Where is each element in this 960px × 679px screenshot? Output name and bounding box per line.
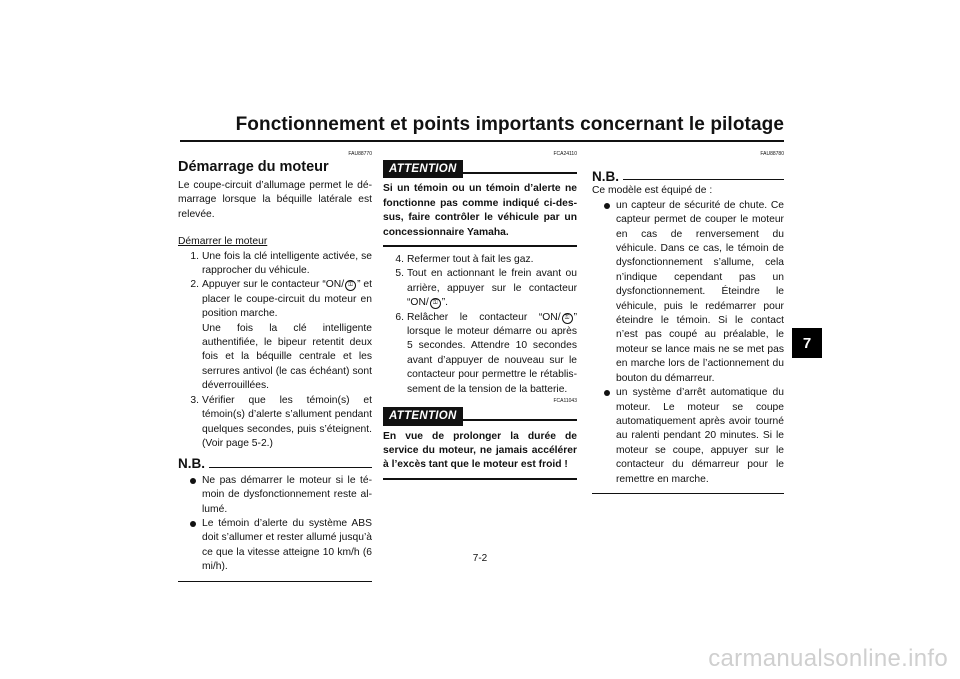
list-item	[178, 517, 372, 575]
attention-rule	[463, 172, 577, 174]
attention-heading	[383, 407, 577, 425]
reference-code: FAU88780	[760, 151, 784, 157]
note-end-rule	[592, 493, 784, 494]
bullet-icon	[592, 199, 616, 386]
list-item	[383, 253, 577, 267]
column-1	[178, 150, 372, 582]
reference-code: FAU88770	[348, 151, 372, 157]
section-title: Démarrage du moteur	[178, 159, 329, 175]
bullet-icon	[178, 474, 202, 517]
reference-code: FCA11043	[553, 398, 577, 405]
steps-list	[178, 250, 372, 452]
column-3	[592, 150, 784, 494]
watermark: carmanualsonline.info	[708, 645, 948, 672]
attention-end-rule	[383, 478, 577, 480]
attention-text: Si un témoin ou un témoin d’alerte ne fonctionne pas comme indiqué ci-dessus, faire contrôler le véhicule par un concessionnaire Yamaha.	[383, 183, 577, 238]
note-list	[592, 199, 784, 487]
list-item	[178, 394, 372, 452]
note-heading	[592, 170, 784, 184]
list-item	[592, 199, 784, 386]
attention-heading	[383, 160, 577, 178]
steps-list	[383, 253, 577, 397]
note-text: un capteur de sécurité de chute. Ce capteur permet de couper le moteur en cas de renversement du véhicule. Dans ce cas, le témoin de dysfonctionnement s’allume, cela n’indique cependant pas un dysfonctionnement. Éteindre le véhicule, puis le redémarrer pour éteindre le témoin. Si le contact n’est pas coupé au préalable, le moteur se lance mais ne se met pas en marche lors de l’actionnement du bouton du démarreur.	[616, 199, 784, 384]
step-number: 6.	[395, 311, 404, 323]
step-text: Refermer tout à fait les gaz.	[407, 254, 534, 266]
column-2	[383, 150, 577, 480]
page-number: 7-2	[472, 553, 488, 564]
chapter-tab: 7	[792, 328, 822, 358]
step-text: Appuyer sur le contacteur “ON/ ⚿ ” et placer le coupe-circuit du moteur en position marche. Une fois la clé intelligente authentifiée, le bipeur retentit deux fois et la béquille centrale et les serrures antivol (le cas échéant) sont déverrouillées.	[202, 279, 372, 392]
header-rule	[180, 140, 784, 142]
step-number: 4.	[395, 254, 404, 266]
attention-rule	[463, 419, 577, 421]
note-text: Le témoin d’alerte du système ABS doit s’allumer et rester allumé jusqu’à ce que la vitesse atteigne 10 km/h (6 mi/h).	[202, 517, 372, 573]
reference-code: FCA24110	[553, 151, 577, 157]
attention-badge: ATTENTION	[383, 407, 463, 425]
step-text: Tout en actionnant le frein avant ou arrière, appuyer sur le contacteur “ON/ ⚿ ”.	[407, 268, 577, 309]
step-text: Vérifier que les témoin(s) et témoin(s) d’alerte s’allument pendant quelques secondes, puis s’éteignent. (Voir page 5-2.)	[202, 394, 372, 449]
attention-end-rule	[383, 245, 577, 247]
bullet-icon	[592, 386, 616, 487]
step-number: 2.	[190, 279, 199, 291]
attention-text: En vue de prolonger la durée de service du moteur, ne jamais accélérer à l’excès tant que le moteur est froid !	[383, 430, 577, 471]
note-label: N.B.	[178, 456, 205, 472]
step-number: 1.	[190, 250, 199, 262]
step-number: 3.	[190, 394, 199, 406]
note-label: N.B.	[592, 169, 619, 184]
page-title: Fonctionnement et points importants concernant le pilotage	[235, 114, 784, 135]
list-item	[592, 386, 784, 487]
subheading: Démarrer le moteur	[178, 236, 268, 248]
intro-paragraph: Le coupe-circuit d’allumage permet le démarrage lorsque la béquille latérale est relevée.	[178, 180, 372, 220]
list-item	[383, 311, 577, 397]
step-number: 5.	[395, 268, 404, 280]
note-rule	[209, 467, 372, 468]
note-intro: Ce modèle est équipé de :	[592, 185, 713, 197]
smart-key-icon: ⚿	[562, 313, 573, 324]
list-item	[178, 278, 372, 393]
bullet-icon	[178, 517, 202, 575]
list-item	[178, 250, 372, 279]
list-item	[178, 474, 372, 517]
note-rule	[623, 179, 784, 180]
list-item	[383, 267, 577, 310]
note-text: Ne pas démarrer le moteur si le témoin de dysfonctionnement reste allumé.	[202, 474, 372, 515]
smart-key-icon: ⚿	[430, 298, 441, 309]
note-text: un système d’arrêt automatique du moteur. Le moteur se coupe automatiquement après avoir tourné au ralenti pendant 20 minutes. Si le moteur se coupe, appuyer sur le contacteur du démarreur pour le remettre en marche.	[616, 387, 784, 485]
smart-key-icon: ⚿	[345, 280, 356, 291]
attention-badge: ATTENTION	[383, 160, 463, 178]
step-text: Une fois la clé intelligente activée, se rapprocher du véhicule.	[202, 250, 372, 277]
note-heading	[178, 457, 372, 471]
note-end-rule	[178, 581, 372, 582]
step-text: Relâcher le contacteur “ON/ ⚿ ” lorsque le moteur démarre ou après 5 secondes. Attendre 10 secondes avant d’appuyer de nouveau sur le contacteur pour permettre le rétablissement de la tension de la batterie.	[407, 311, 577, 395]
